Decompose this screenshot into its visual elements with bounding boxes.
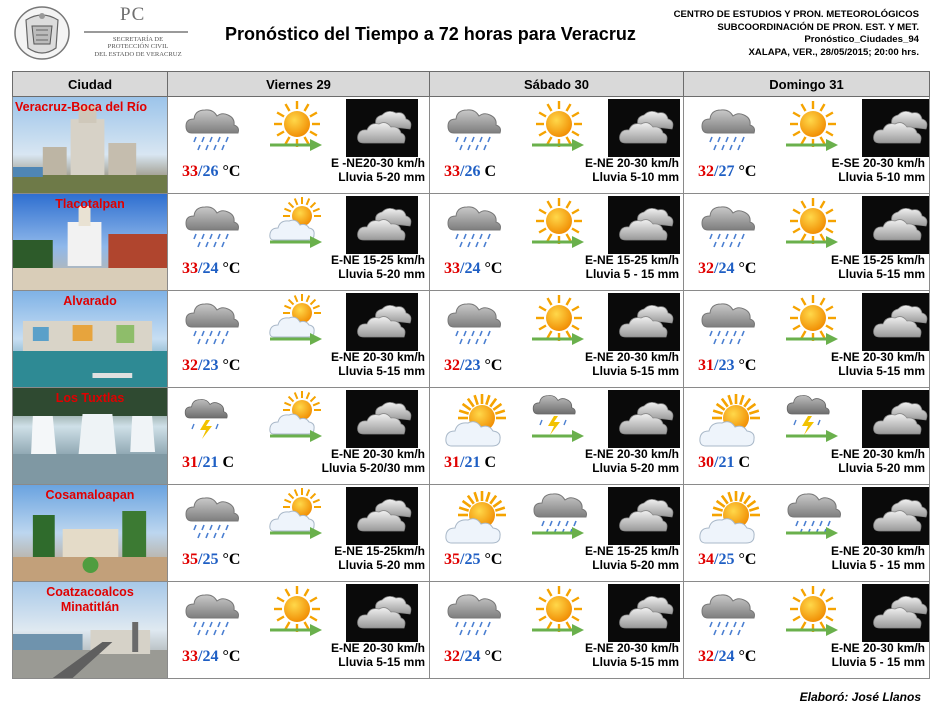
wind-rain-info <box>831 641 925 669</box>
rain-amount: Lluvia 5 - 15 mm <box>831 558 925 572</box>
rain-amount: Lluvia 5-20/30 mm <box>321 461 425 475</box>
pc-logo-text: PC <box>120 4 146 25</box>
day-forecast-cell <box>430 388 684 485</box>
city-name-line: Los Tuxtlas <box>55 391 125 405</box>
wind-speed: E-NE 20-30 km/h <box>584 350 679 364</box>
max-temperature: 32 <box>444 357 460 374</box>
temperature-range <box>698 454 750 472</box>
forecast-table <box>12 71 930 679</box>
temperature-separator: / <box>198 357 203 374</box>
wind-arrow-icon <box>268 622 326 638</box>
night-cloud-icon <box>862 99 930 157</box>
temperature-unit: C <box>218 454 235 471</box>
day-forecast-cell <box>430 194 684 291</box>
min-temperature: 24 <box>718 260 735 277</box>
city-cell <box>13 291 168 388</box>
wind-speed: E-NE 20-30 km/h <box>584 641 679 655</box>
wind-speed: E-NE 20-30 km/h <box>830 447 925 461</box>
rain-amount: Lluvia 5-20 mm <box>338 558 425 572</box>
min-temperature: 24 <box>718 648 735 665</box>
wind-rain-info <box>331 641 425 669</box>
temperature-unit: C <box>734 454 751 471</box>
temperature-separator: / <box>460 648 465 665</box>
wind-speed: E -NE20-30 km/h <box>330 156 425 170</box>
min-temperature: 26 <box>202 163 219 180</box>
min-temperature: 24 <box>464 648 481 665</box>
rain-amount: Lluvia 5-20 mm <box>338 170 425 184</box>
rain-amount: Lluvia 5-20 mm <box>592 461 679 475</box>
rain-cloud-icon <box>444 103 506 155</box>
city-name-line: Alvarado <box>63 294 117 308</box>
rain-cloud-icon <box>182 103 244 155</box>
wind-speed: E-NE 20-30 km/h <box>584 156 679 170</box>
wind-rain-info <box>331 350 425 378</box>
temperature-unit: C <box>480 163 497 180</box>
min-temperature: 26 <box>464 163 481 180</box>
forecast-row <box>13 388 930 485</box>
day-forecast-cell <box>430 97 684 194</box>
min-temperature: 25 <box>464 551 481 568</box>
day-forecast-cell <box>430 582 684 679</box>
city-name <box>13 197 167 212</box>
temperature-unit: °C <box>734 551 757 568</box>
sun-behind-cloud-icon <box>444 394 514 450</box>
pc-logo-divider <box>84 31 188 33</box>
min-temperature: 21 <box>202 454 219 471</box>
min-temperature: 23 <box>718 357 735 374</box>
max-temperature: 31 <box>444 454 460 471</box>
temperature-unit: °C <box>734 357 757 374</box>
night-cloud-icon <box>346 487 418 545</box>
temperature-separator: / <box>714 260 719 277</box>
temperature-range <box>698 163 756 181</box>
night-cloud-icon <box>608 196 680 254</box>
temperature-separator: / <box>198 260 203 277</box>
state-seal-icon <box>12 4 72 62</box>
rain-cloud-icon <box>444 297 506 349</box>
day-forecast-cell <box>168 582 430 679</box>
day-forecast-cell <box>168 97 430 194</box>
wind-rain-info <box>331 156 425 184</box>
max-temperature: 33 <box>182 260 198 277</box>
temperature-separator: / <box>714 551 719 568</box>
rain-amount: Lluvia 5-15 mm <box>338 364 425 378</box>
rain-amount: Lluvia 5-10 mm <box>838 170 925 184</box>
temperature-separator: / <box>714 163 719 180</box>
forecast-row <box>13 97 930 194</box>
night-cloud-icon <box>862 487 930 545</box>
night-cloud-icon <box>862 196 930 254</box>
night-cloud-icon <box>346 293 418 351</box>
city-cell <box>13 388 168 485</box>
city-name-line: Tlacotalpan <box>55 197 125 211</box>
wind-rain-info <box>585 350 679 378</box>
temperature-separator: / <box>460 163 465 180</box>
min-temperature: 23 <box>202 357 219 374</box>
wind-rain-info <box>334 544 425 572</box>
temperature-range <box>698 648 756 666</box>
temperature-range <box>182 163 240 181</box>
rain-cloud-icon <box>698 103 760 155</box>
temperature-range <box>444 454 496 472</box>
temperature-separator: / <box>714 648 719 665</box>
temperature-range <box>182 551 240 569</box>
wind-arrow-icon <box>784 234 842 250</box>
day-forecast-cell <box>168 388 430 485</box>
wind-speed: E-NE 20-30 km/h <box>330 641 425 655</box>
temperature-separator: / <box>460 551 465 568</box>
temperature-range <box>182 260 240 278</box>
city-cell <box>13 97 168 194</box>
min-temperature: 23 <box>464 357 481 374</box>
issuer-line: SUBCOORDINACIÓN DE PRON. EST. Y MET. <box>717 21 919 33</box>
temperature-separator: / <box>198 454 203 471</box>
city-name <box>13 391 167 406</box>
max-temperature: 33 <box>182 648 198 665</box>
night-cloud-icon <box>608 487 680 545</box>
wind-arrow-icon <box>530 525 588 541</box>
temperature-range <box>444 648 502 666</box>
wind-arrow-icon <box>268 137 326 153</box>
sun-behind-cloud-icon <box>444 491 514 547</box>
temperature-unit: °C <box>480 260 503 277</box>
sun-behind-cloud-icon <box>698 394 768 450</box>
city-cell <box>13 194 168 291</box>
wind-rain-info <box>831 253 925 281</box>
rain-cloud-icon <box>698 588 760 640</box>
temperature-separator: / <box>198 648 203 665</box>
day-forecast-cell <box>684 388 930 485</box>
temperature-range <box>698 551 756 569</box>
min-temperature: 24 <box>464 260 481 277</box>
rain-amount: Lluvia 5-10 mm <box>592 170 679 184</box>
wind-speed: E-NE 15-25 km/h <box>330 253 425 267</box>
wind-speed: E-NE 20-30 km/h <box>330 350 425 364</box>
temperature-range <box>182 357 240 375</box>
rain-amount: Lluvia 5-20 mm <box>338 267 425 281</box>
day-forecast-cell <box>684 485 930 582</box>
forecast-row <box>13 291 930 388</box>
temperature-range <box>444 163 496 181</box>
wind-arrow-icon <box>784 622 842 638</box>
rain-amount: Lluvia 5-15 mm <box>592 655 679 669</box>
temperature-unit: °C <box>734 260 757 277</box>
forecast-header-row <box>13 72 930 97</box>
wind-arrow-icon <box>530 331 588 347</box>
temperature-unit: °C <box>218 260 241 277</box>
wind-rain-info <box>831 544 925 572</box>
forecast-row <box>13 194 930 291</box>
rain-amount: Lluvia 5-15 mm <box>838 364 925 378</box>
wind-arrow-icon <box>530 137 588 153</box>
max-temperature: 33 <box>444 260 460 277</box>
min-temperature: 24 <box>202 648 219 665</box>
temperature-unit: C <box>480 454 497 471</box>
day-forecast-cell <box>430 291 684 388</box>
wind-speed: E-NE 20-30 km/h <box>830 641 925 655</box>
wind-speed: E-SE 20-30 km/h <box>831 156 925 170</box>
max-temperature: 35 <box>182 551 198 568</box>
min-temperature: 21 <box>464 454 481 471</box>
city-cell <box>13 485 168 582</box>
temperature-range <box>444 357 502 375</box>
sun-behind-cloud-icon <box>698 491 768 547</box>
max-temperature: 31 <box>698 357 714 374</box>
night-cloud-icon <box>608 584 680 642</box>
max-temperature: 32 <box>698 648 714 665</box>
author-credit: Elaboró: José Llanos <box>799 690 921 704</box>
issuer-line: CENTRO DE ESTUDIOS Y PRON. METEOROLÓGICOS <box>673 9 919 20</box>
city-cell <box>13 582 168 679</box>
issuer-line: Pronóstico_Ciudades_94 <box>804 34 919 46</box>
night-cloud-icon <box>862 390 930 448</box>
night-cloud-icon <box>608 99 680 157</box>
temperature-separator: / <box>460 454 465 471</box>
max-temperature: 32 <box>698 163 714 180</box>
wind-rain-info <box>322 447 425 475</box>
temperature-unit: °C <box>480 648 503 665</box>
night-cloud-icon <box>346 584 418 642</box>
wind-rain-info <box>832 156 925 184</box>
max-temperature: 35 <box>444 551 460 568</box>
day-forecast-cell <box>684 97 930 194</box>
wind-arrow-icon <box>784 525 842 541</box>
day-forecast-cell <box>684 194 930 291</box>
max-temperature: 32 <box>698 260 714 277</box>
temperature-unit: °C <box>218 648 241 665</box>
pc-logo-subtitle <box>84 36 192 58</box>
wind-speed: E-NE 20-30 km/h <box>330 447 425 461</box>
wind-speed: E-NE 20-30 km/h <box>830 544 925 558</box>
storm-cloud-icon <box>182 394 234 440</box>
temperature-unit: °C <box>480 357 503 374</box>
rain-cloud-icon <box>698 297 760 349</box>
temperature-unit: °C <box>734 648 757 665</box>
temperature-separator: / <box>714 454 719 471</box>
wind-rain-info <box>585 544 679 572</box>
wind-arrow-icon <box>268 331 326 347</box>
wind-speed: E-NE 20-30 km/h <box>584 447 679 461</box>
wind-arrow-icon <box>784 137 842 153</box>
report-header <box>0 0 941 70</box>
wind-rain-info <box>831 447 925 475</box>
temperature-range <box>698 357 756 375</box>
night-cloud-icon <box>346 99 418 157</box>
pc-subtitle-line: PROTECCIÓN CIVIL <box>107 43 169 51</box>
rain-cloud-icon <box>182 588 244 640</box>
temperature-separator: / <box>714 357 719 374</box>
city-name <box>15 100 168 115</box>
city-name <box>13 294 167 309</box>
wind-speed: E-NE 20-30 km/h <box>830 350 925 364</box>
page-title: Pronóstico del Tiempo a 72 horas para Veracruz <box>225 24 636 44</box>
rain-amount: Lluvia 5 - 15 mm <box>585 267 679 281</box>
rain-amount: Lluvia 5-15 mm <box>838 267 925 281</box>
night-cloud-icon <box>346 390 418 448</box>
temperature-unit: °C <box>218 357 241 374</box>
city-name-line: Coatzacoalcos <box>46 585 134 599</box>
min-temperature: 27 <box>718 163 735 180</box>
rain-amount: Lluvia 5-15 mm <box>338 655 425 669</box>
column-header-day: Sábado 30 <box>430 72 684 97</box>
wind-speed: E-NE 15-25 km/h <box>830 253 925 267</box>
wind-arrow-icon <box>530 622 588 638</box>
rain-amount: Lluvia 5-20 mm <box>592 558 679 572</box>
temperature-range <box>698 260 756 278</box>
max-temperature: 33 <box>182 163 198 180</box>
max-temperature: 32 <box>444 648 460 665</box>
temperature-unit: °C <box>734 163 757 180</box>
column-header-day: Viernes 29 <box>168 72 430 97</box>
temperature-separator: / <box>198 163 203 180</box>
temperature-range <box>444 260 502 278</box>
temperature-separator: / <box>198 551 203 568</box>
rain-cloud-icon <box>698 200 760 252</box>
wind-rain-info <box>331 253 425 281</box>
wind-arrow-icon <box>530 428 588 444</box>
wind-arrow-icon <box>268 428 326 444</box>
wind-arrow-icon <box>268 234 326 250</box>
wind-rain-info <box>585 641 679 669</box>
rain-cloud-icon <box>444 200 506 252</box>
rain-cloud-icon <box>182 491 244 543</box>
rain-amount: Lluvia 5-15 mm <box>592 364 679 378</box>
proteccion-civil-logo <box>84 4 192 62</box>
pc-subtitle-line: SECRETARÍA DE <box>112 36 164 43</box>
night-cloud-icon <box>608 293 680 351</box>
temperature-range <box>182 454 234 472</box>
min-temperature: 25 <box>718 551 735 568</box>
max-temperature: 31 <box>182 454 198 471</box>
temperature-unit: °C <box>218 551 241 568</box>
night-cloud-icon <box>608 390 680 448</box>
wind-rain-info <box>585 253 679 281</box>
wind-arrow-icon <box>268 525 326 541</box>
rain-cloud-icon <box>182 297 244 349</box>
wind-speed: E-NE 15-25 km/h <box>584 253 679 267</box>
city-name-line: Veracruz-Boca del Río <box>15 100 147 114</box>
rain-cloud-icon <box>182 200 244 252</box>
night-cloud-icon <box>346 196 418 254</box>
wind-arrow-icon <box>784 428 842 444</box>
day-forecast-cell <box>168 485 430 582</box>
max-temperature: 33 <box>444 163 460 180</box>
issuer-line: XALAPA, VER., 28/05/2015; 20:00 hrs. <box>748 46 919 58</box>
wind-arrow-icon <box>784 331 842 347</box>
day-forecast-cell <box>168 291 430 388</box>
temperature-separator: / <box>460 357 465 374</box>
wind-rain-info <box>831 350 925 378</box>
temperature-unit: °C <box>480 551 503 568</box>
temperature-range <box>444 551 502 569</box>
day-forecast-cell <box>168 194 430 291</box>
pc-subtitle-line: DEL ESTADO DE VERACRUZ <box>94 50 182 58</box>
day-forecast-cell <box>684 582 930 679</box>
rain-amount: Lluvia 5-20 mm <box>838 461 925 475</box>
wind-rain-info <box>585 156 679 184</box>
city-name-line: Minatitlán <box>60 599 120 614</box>
night-cloud-icon <box>862 293 930 351</box>
issuer-info <box>674 9 919 59</box>
max-temperature: 30 <box>698 454 714 471</box>
max-temperature: 32 <box>182 357 198 374</box>
min-temperature: 21 <box>718 454 735 471</box>
column-header-city: Ciudad <box>13 72 168 97</box>
rain-cloud-icon <box>444 588 506 640</box>
column-header-day: Domingo 31 <box>684 72 930 97</box>
min-temperature: 24 <box>202 260 219 277</box>
max-temperature: 34 <box>698 551 714 568</box>
city-name-line: Cosamaloapan <box>45 488 135 502</box>
min-temperature: 25 <box>202 551 219 568</box>
temperature-range <box>182 648 240 666</box>
day-forecast-cell <box>684 291 930 388</box>
wind-arrow-icon <box>530 234 588 250</box>
day-forecast-cell <box>430 485 684 582</box>
wind-speed: E-NE 15-25 km/h <box>584 544 679 558</box>
forecast-row <box>13 582 930 679</box>
night-cloud-icon <box>862 584 930 642</box>
temperature-unit: °C <box>218 163 241 180</box>
forecast-row <box>13 485 930 582</box>
temperature-separator: / <box>460 260 465 277</box>
wind-rain-info <box>585 447 679 475</box>
city-name <box>13 488 167 503</box>
wind-speed: E-NE 15-25km/h <box>334 544 425 558</box>
rain-amount: Lluvia 5 - 15 mm <box>831 655 925 669</box>
city-name <box>13 585 167 614</box>
